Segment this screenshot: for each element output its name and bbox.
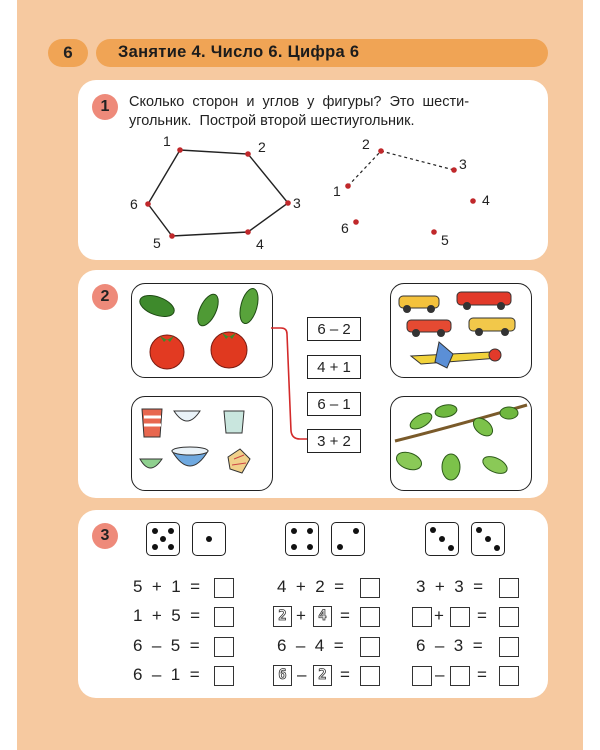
die-2: [331, 522, 365, 556]
hexagon-label-2: 2: [258, 139, 266, 155]
answer-box-c2-r2[interactable]: [360, 607, 380, 627]
equation-c1-r3: 6 – 5 =: [133, 636, 200, 655]
answer-box-c3-r2[interactable]: [499, 607, 519, 627]
hexagon-label-3: 3: [293, 195, 301, 211]
equation-c1-r2: 1 + 5 =: [133, 606, 201, 625]
answer-box-c2-r3[interactable]: [360, 637, 380, 657]
hexagon-label-6: 6: [130, 196, 138, 212]
hexagon-label-1: 1: [163, 133, 171, 149]
equation-c2-r3: 6 – 4 =: [277, 636, 344, 655]
answer-box-c3-r4[interactable]: [499, 666, 519, 686]
task-2-badge: 2: [92, 284, 118, 310]
answer-box-c1-r2[interactable]: [214, 607, 234, 627]
expression-box-2[interactable]: 4 + 1: [307, 355, 361, 379]
page-number: 6: [48, 39, 88, 67]
die-3b: [471, 522, 505, 556]
operator-c3-r2: +: [434, 606, 444, 625]
hexagon-label-4: 4: [256, 236, 264, 252]
task-1-text-line1: Сколько сторон и углов у фигуры? Это шести-: [129, 94, 470, 110]
equation-c1-r4: 6 – 1 =: [133, 665, 200, 684]
equation-c1-r1: 5 + 1 =: [133, 577, 201, 596]
die-4: [285, 522, 319, 556]
equals-c3-r4: =: [477, 665, 487, 684]
answer-box-c1-r4[interactable]: [214, 666, 234, 686]
equals-c2-r4: =: [340, 665, 350, 684]
blank-c3-r4-b[interactable]: [450, 666, 470, 686]
operator-c2-r2: +: [296, 606, 306, 625]
dotted-digit-c2-r2-b[interactable]: 4: [313, 606, 332, 627]
second-label-3: 3: [459, 156, 467, 172]
second-label-2: 2: [362, 136, 370, 152]
blank-c3-r4-a[interactable]: [412, 666, 432, 686]
second-label-6: 6: [341, 220, 349, 236]
equation-c2-r1: 4 + 2 =: [277, 577, 345, 596]
answer-box-c3-r3[interactable]: [499, 637, 519, 657]
answer-box-c2-r1[interactable]: [360, 578, 380, 598]
task-1-badge: 1: [92, 94, 118, 120]
second-label-5: 5: [441, 232, 449, 248]
dotted-digit-c2-r4-b[interactable]: 2: [313, 665, 332, 686]
die-1: [192, 522, 226, 556]
hexagon-label-5: 5: [153, 235, 161, 251]
equation-c3-r1: 3 + 3 =: [416, 577, 484, 596]
equation-c3-r3: 6 – 3 =: [416, 636, 483, 655]
blank-c3-r2-b[interactable]: [450, 607, 470, 627]
blank-c3-r2-a[interactable]: [412, 607, 432, 627]
answer-box-c3-r1[interactable]: [499, 578, 519, 598]
second-label-1: 1: [333, 183, 341, 199]
answer-box-c2-r4[interactable]: [360, 666, 380, 686]
dotted-digit-c2-r4-a[interactable]: 6: [273, 665, 292, 686]
lesson-title: Занятие 4. Число 6. Цифра 6: [118, 43, 360, 61]
expression-box-1[interactable]: 6 – 2: [307, 317, 361, 341]
task-1-text-line2: угольник. Построй второй шестиугольник.: [129, 113, 415, 129]
die-5: [146, 522, 180, 556]
answer-box-c1-r1[interactable]: [214, 578, 234, 598]
operator-c3-r4: –: [435, 665, 445, 684]
expression-box-3[interactable]: 6 – 1: [307, 392, 361, 416]
operator-c2-r4: –: [297, 665, 307, 684]
die-3a: [425, 522, 459, 556]
equals-c2-r2: =: [340, 606, 350, 625]
expression-box-4[interactable]: 3 + 2: [307, 429, 361, 453]
dotted-digit-c2-r2-a[interactable]: 2: [273, 606, 292, 627]
second-label-4: 4: [482, 192, 490, 208]
equals-c3-r2: =: [477, 606, 487, 625]
task-3-badge: 3: [92, 523, 118, 549]
answer-box-c1-r3[interactable]: [214, 637, 234, 657]
